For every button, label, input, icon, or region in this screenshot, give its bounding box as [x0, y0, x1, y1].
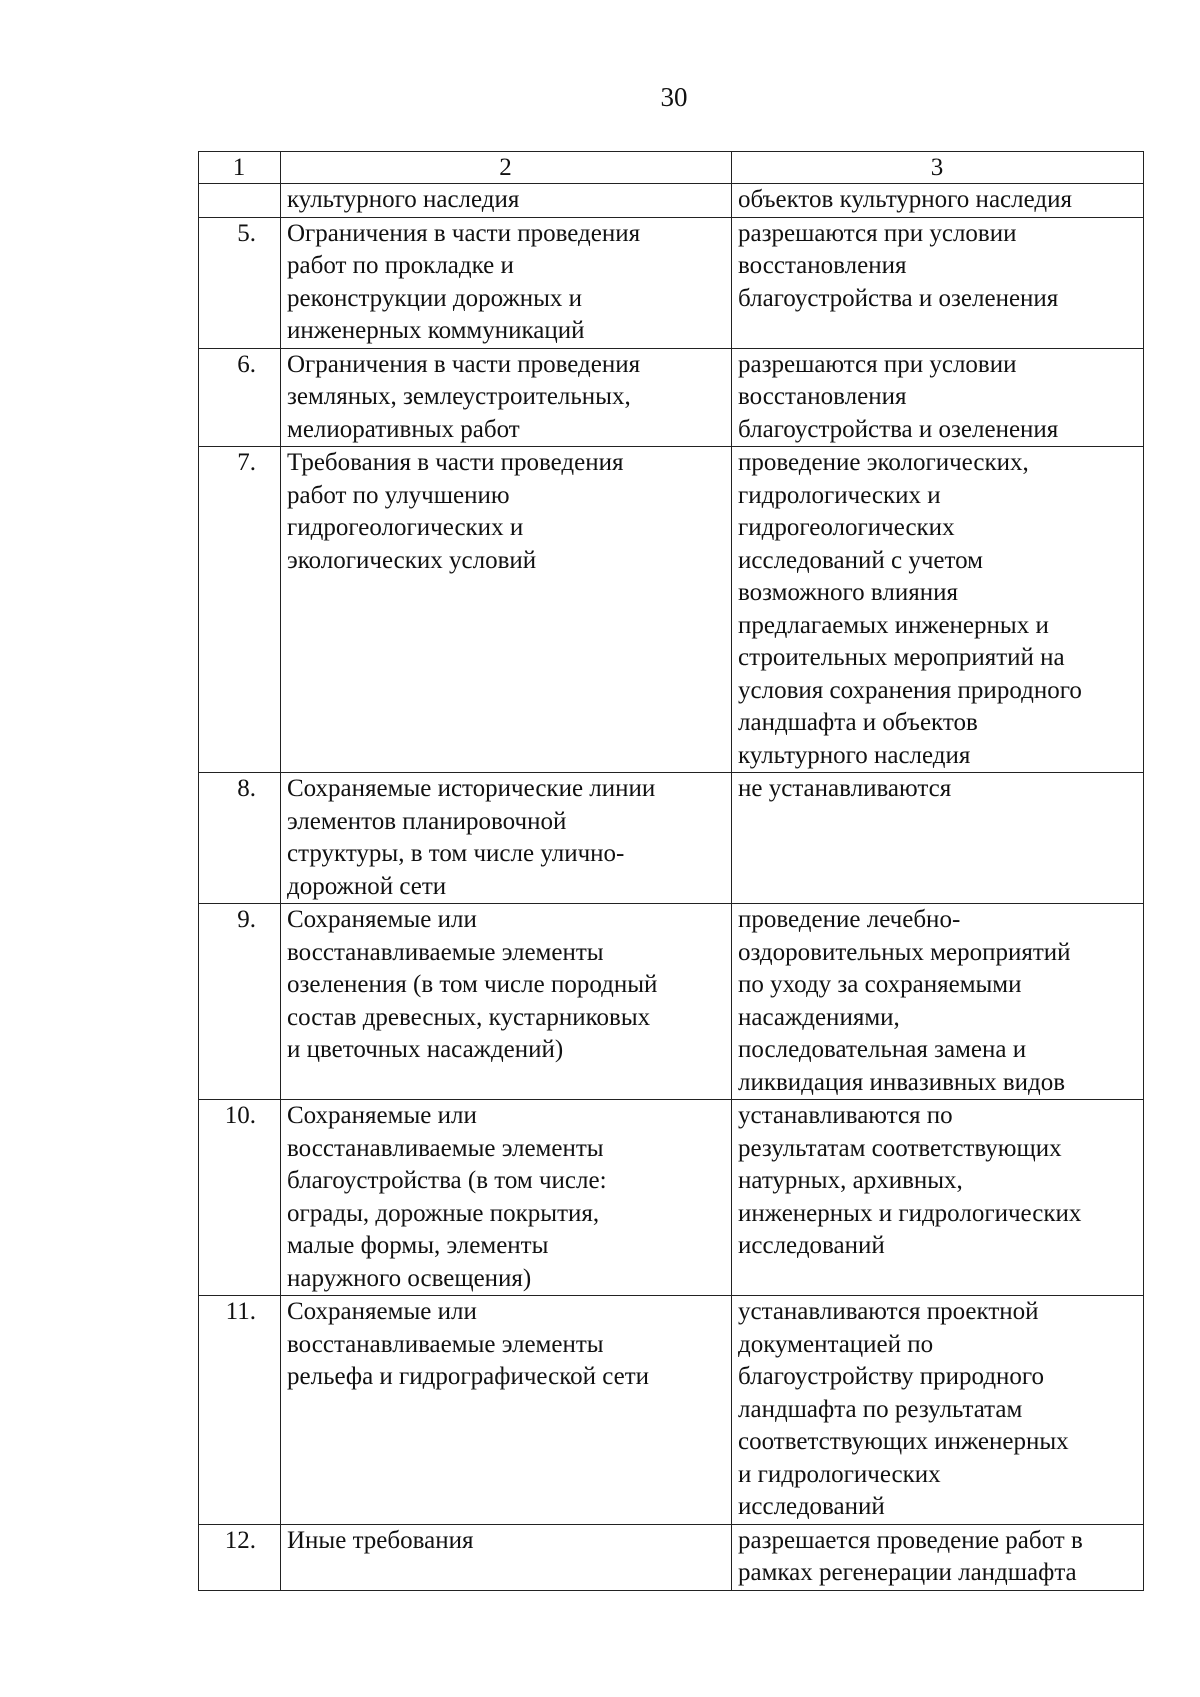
- value-cell: [732, 1100, 1144, 1296]
- row-number: 10.: [199, 1100, 281, 1296]
- page-number: 30: [660, 82, 688, 112]
- table-row: [199, 1100, 1144, 1296]
- table-row: [199, 184, 1144, 218]
- table-header-row: [199, 152, 1144, 184]
- value-cell: [732, 184, 1144, 218]
- requirement-cell: [281, 1524, 732, 1590]
- header-col-2: 2: [281, 152, 732, 184]
- header-col-3: 3: [732, 152, 1144, 184]
- header-col-1: 1: [199, 152, 281, 184]
- value-text: объектов культурного наследия: [738, 186, 1072, 213]
- requirement-cell: [281, 1100, 732, 1296]
- requirement-text: Сохраняемые или восстанавливаемые элементы озеленения (в том числе породный состав древесных, кустарниковых и цветочных насаждений): [287, 906, 658, 1063]
- requirement-cell: [281, 184, 732, 218]
- requirement-text: Ограничения в части проведения земляных, землеустроительных, мелиоративных работ: [287, 350, 641, 443]
- value-cell: [732, 773, 1144, 904]
- value-cell: [732, 348, 1144, 447]
- requirement-cell: [281, 773, 732, 904]
- row-number: 9.: [199, 904, 281, 1100]
- value-text: разрешаются при условии восстановления благоустройства и озеленения: [738, 219, 1059, 312]
- value-text: разрешаются при условии восстановления благоустройства и озеленения: [738, 350, 1059, 443]
- requirement-cell: [281, 217, 732, 348]
- value-cell: [732, 1296, 1144, 1525]
- requirement-text: Сохраняемые или восстанавливаемые элементы благоустройства (в том числе: ограды, дорожные покрытия, малые формы, элементы наружного освещения): [287, 1102, 607, 1292]
- table-row: [199, 348, 1144, 447]
- table-row: [199, 773, 1144, 904]
- value-text: устанавливаются по результатам соответствующих натурных, архивных, инженерных и гидрологических исследований: [738, 1102, 1082, 1259]
- value-cell: [732, 217, 1144, 348]
- value-cell: [732, 904, 1144, 1100]
- requirement-text: Иные требования: [287, 1526, 474, 1554]
- table-row: [199, 217, 1144, 348]
- requirement-text: культурного наследия: [287, 186, 520, 213]
- value-cell: [732, 1524, 1144, 1590]
- table-row: [199, 904, 1144, 1100]
- row-number: 5.: [199, 217, 281, 348]
- requirement-text: Сохраняемые исторические линии элементов планировочной структуры, в том числе улично- дорожной сети: [287, 775, 656, 900]
- row-number: 8.: [199, 773, 281, 904]
- requirement-cell: [281, 447, 732, 773]
- requirement-text: Ограничения в части проведения работ по прокладке и реконструкции дорожных и инженерных коммуникаций: [287, 219, 641, 344]
- row-number: 12.: [199, 1524, 281, 1590]
- value-text: проведение экологических, гидрологических и гидрогеологических исследований с учетом возможного влияния предлагаемых инженерных и строительных мероприятий на условия сохранения природного ландшафта и объектов культурного наследия: [738, 449, 1082, 769]
- value-text: не устанавливаются: [738, 775, 952, 802]
- value-text: устанавливаются проектной документацией по благоустройству природного ландшафта по результатам соответствующих инженерных и гидрологических исследований: [738, 1298, 1069, 1520]
- table-row: [199, 1296, 1144, 1525]
- value-text: проведение лечебно- оздоровительных мероприятий по уходу за сохраняемыми насаждениями, последовательная замена и ликвидация инвазивных видов: [738, 906, 1071, 1096]
- value-text: разрешается проведение работ в рамках регенерации ландшафта: [738, 1526, 1083, 1586]
- requirements-table: [198, 151, 1144, 1591]
- row-number: [199, 184, 281, 218]
- requirement-cell: [281, 904, 732, 1100]
- requirement-cell: [281, 1296, 732, 1525]
- row-number: 6.: [199, 348, 281, 447]
- requirement-cell: [281, 348, 732, 447]
- requirement-text: Требования в части проведения работ по улучшению гидрогеологических и экологических условий: [287, 449, 624, 574]
- value-cell: [732, 447, 1144, 773]
- row-number: 7.: [199, 447, 281, 773]
- requirement-text: Сохраняемые или восстанавливаемые элементы рельефа и гидрографической сети: [287, 1298, 650, 1390]
- table-row: [199, 447, 1144, 773]
- row-number: 11.: [199, 1296, 281, 1525]
- table-row: [199, 1524, 1144, 1590]
